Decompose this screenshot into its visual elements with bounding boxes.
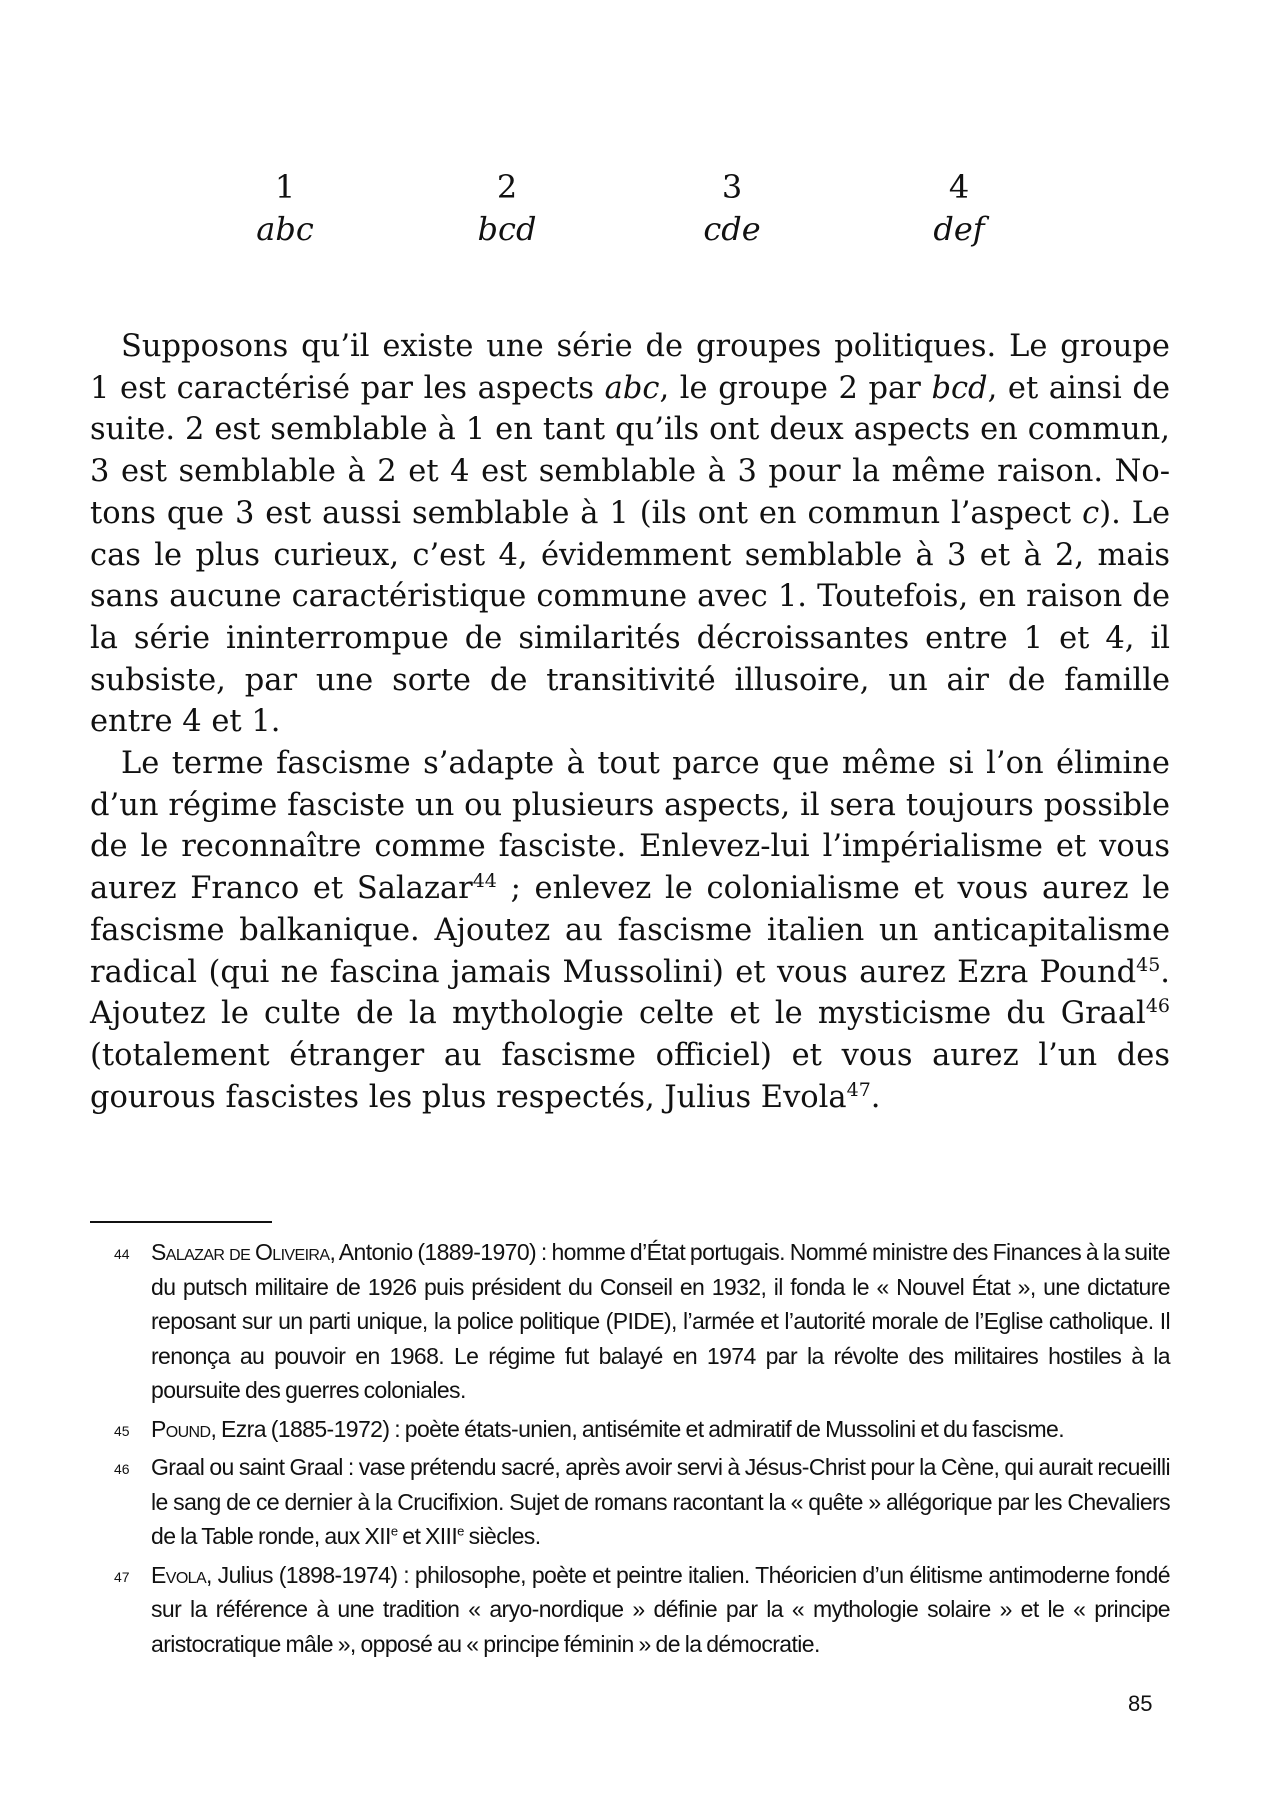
footnote-divider	[90, 1221, 272, 1223]
footnote-text: , Antonio (1889-1970) : homme d’État portugais. Nommé ministre des Finances à la suite du putsch militaire de 1926 puis président du Conseil en 1932, il fonda le « Nouvel État », une dictature reposant sur un parti unique, la police politique (PIDE), l’armée et l’autorité morale de l’Eglise catholique. Il renonça au pouvoir en 1968. Le régime fut balayé en 1974 par la révolte des militaires hostiles à la poursuite des guerres coloniales.	[151, 1239, 1170, 1403]
group-number: 3	[721, 168, 743, 206]
footnote-name: Evola	[151, 1561, 207, 1588]
text-span: ; enlevez le colonialisme et vous aurez le fascisme balkanique. Ajoutez au fascisme italien un anticapitalisme radical (qui ne fascina jamais Mussolini) et vous aurez Ezra Pound	[90, 871, 1171, 990]
footnote-44	[90, 1235, 1170, 1408]
group-aspects: def	[933, 210, 985, 248]
italic-span: abc	[604, 370, 660, 406]
footnote-text: siècles.	[463, 1523, 541, 1549]
series-column-2	[437, 166, 577, 250]
footnote-text: et XIII	[397, 1523, 458, 1549]
series-column-4	[889, 166, 1029, 250]
footnote-text: , Julius (1898-1974) : philosophe, poète et peintre italien. Théoricien d’un élitisme antimoderne fondé sur la référence à une tradition « aryo-nordique » définie par la « mythologie solaire » et le « principe aristocratique mâle », opposé au « principe féminin » de la démocratie.	[151, 1561, 1170, 1657]
footnotes	[90, 1235, 1170, 1665]
footnote-text: , Ezra (1885-1972) : poète états-unien, antisémite et admiratif de Mussolini et du fascisme.	[210, 1415, 1064, 1442]
body-text	[90, 326, 1170, 1118]
group-series-table	[0, 166, 1272, 256]
ordinal-suffix: e	[390, 1523, 398, 1539]
footnote-text: Graal ou saint Graal : vase prétendu sacré, après avoir servi à Jésus-Christ pour la Cène, qui aurait recueilli le sang de ce dernier à la Crucifixion. Sujet de romans racontant la « quête » allégorique par les Chevaliers de la Table ronde, aux XII	[151, 1454, 1170, 1549]
footnote-46	[90, 1450, 1170, 1554]
footnote-number: 47	[114, 1568, 130, 1585]
text-span: (totalement étranger au fascisme officiel) et vous aurez l’un des gourous fascistes les plus respectés, Julius Evola	[90, 1037, 1170, 1115]
footnote-number: 46	[114, 1461, 130, 1477]
footnote-ref-47[interactable]: 47	[846, 1078, 871, 1101]
footnote-ref-44[interactable]: 44	[472, 869, 497, 892]
group-aspects: bcd	[477, 210, 537, 248]
italic-span: c	[1082, 495, 1100, 531]
series-column-3	[662, 166, 802, 250]
footnote-name: Pound	[151, 1415, 211, 1442]
series-column-1	[215, 166, 355, 250]
page-number: 85	[1128, 1691, 1153, 1716]
group-number: 1	[274, 168, 296, 206]
footnote-number: 45	[114, 1422, 130, 1439]
text-span: ). Le cas le plus curieux, c’est 4, évidemment semblable à 3 et à 2, mais sans aucune caractéristique commune avec 1. Toutefois, en raison de la série ininterrompue de similarités décroissantes entre 1 et 4, il subsiste, par une sorte de transitivité illusoire, un air de famille entre 4 et 1.	[90, 495, 1171, 740]
footnote-number: 44	[114, 1246, 130, 1262]
footnote-ref-46[interactable]: 46	[1145, 995, 1170, 1018]
group-number: 4	[948, 168, 970, 206]
footnote-ref-45[interactable]: 45	[1136, 953, 1161, 976]
text-span: Supposons qu’il existe une série de groupes politiques. Le groupe 1 est caractérisé par les aspects	[90, 329, 1170, 406]
italic-span: bcd	[931, 370, 988, 406]
paragraph-1	[90, 326, 1170, 743]
paragraph-2	[90, 743, 1170, 1118]
footnote-47	[90, 1558, 1170, 1662]
text-span: .	[870, 1079, 881, 1115]
ordinal-suffix: e	[457, 1523, 464, 1539]
text-span: . Ajoutez le culte de la mythologie celte et le mysticisme du Graal	[90, 954, 1170, 1032]
text-span: , et ainsi de suite. 2 est semblable à 1 en tant qu’ils ont deux aspects en commun, 3 est semblable à 2 et 4 est semblable à 3 pour la même raison. Notons que 3 est aussi semblable à 1 (ils ont en commun l’aspect	[90, 370, 1170, 531]
footnote-name: Salazar de Oliveira	[151, 1239, 330, 1265]
group-number: 2	[496, 168, 518, 206]
footnote-45	[90, 1412, 1170, 1447]
group-aspects: abc	[256, 210, 314, 248]
group-aspects: cde	[703, 210, 761, 248]
text-span: Le terme fascisme s’adapte à tout parce que même si l’on élimine d’un régime fasciste un ou plusieurs aspects, il sera toujours possible de le reconnaître comme fasciste. Enlevez-lui l’impérialisme et vous aurez Franco et Salazar	[90, 746, 1170, 907]
text-span: , le groupe 2 par	[659, 370, 932, 406]
